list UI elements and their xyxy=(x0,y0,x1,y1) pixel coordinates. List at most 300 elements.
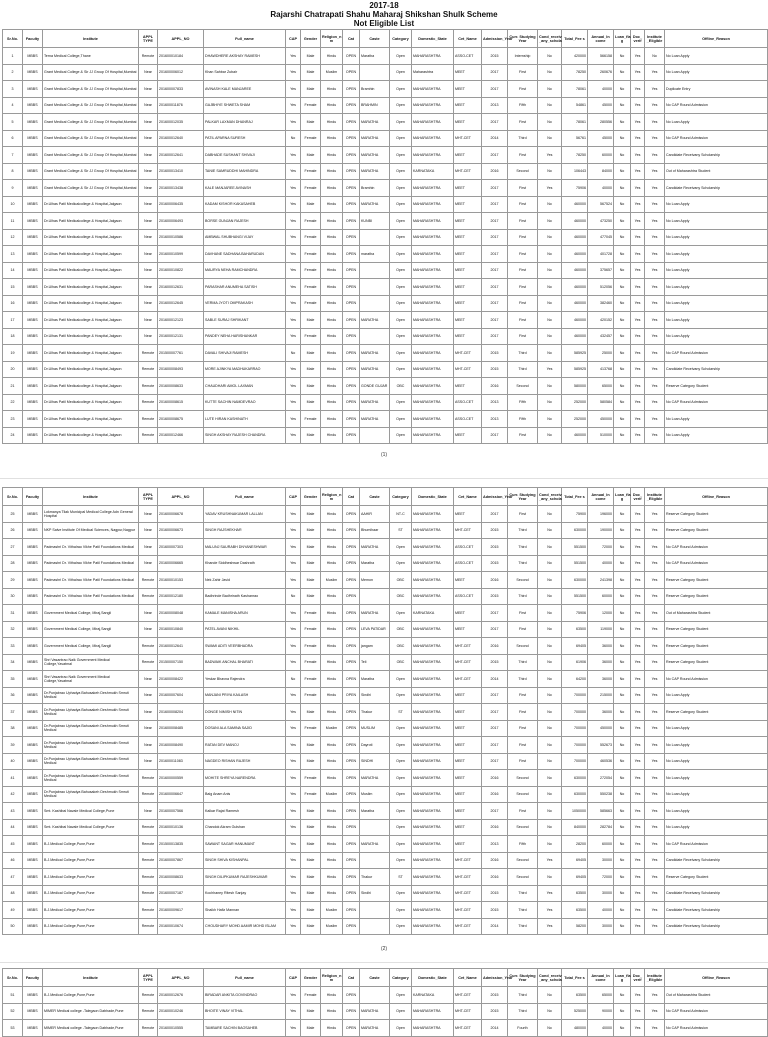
table-cell: 36000 xyxy=(588,638,614,655)
table-cell: Female xyxy=(301,687,321,704)
table-cell: No Loan Apply xyxy=(665,213,768,230)
column-header: Admission_Year xyxy=(482,488,508,506)
table-cell: 23 xyxy=(3,411,23,428)
table-cell: OPEN xyxy=(343,522,360,539)
table-cell: GAJBHIYE SHWETA SHAM xyxy=(204,97,286,114)
table-cell: Padmashri Dr. Vithalrao Vikhe Patil Foundations Medical xyxy=(43,588,139,605)
table-cell: 2017 xyxy=(482,295,508,312)
table-cell: 201600008048 xyxy=(158,605,204,622)
table-cell: First xyxy=(508,312,538,329)
table-cell: Yes xyxy=(645,902,665,919)
table-cell: Candidate Receivany Scholarship xyxy=(665,180,768,197)
table-cell: Yes xyxy=(286,394,301,411)
table-cell: OPEN xyxy=(343,378,360,395)
column-header: Gender xyxy=(301,969,321,987)
column-header: Total_Fee s xyxy=(562,488,588,506)
table-cell: MBBS xyxy=(23,588,43,605)
table-cell: Open xyxy=(390,130,412,147)
table-cell: Open xyxy=(390,427,412,444)
table-cell: Yes xyxy=(286,196,301,213)
table-row xyxy=(3,803,768,820)
table-cell: 30000 xyxy=(588,852,614,869)
table-cell: OBC xyxy=(390,378,412,395)
table-cell: Fourth xyxy=(508,1020,538,1037)
table-cell: 580000 xyxy=(562,378,588,395)
table-cell: 90000 xyxy=(588,1003,614,1020)
eligibility-table-page-1 xyxy=(2,29,768,444)
column-header: Institute xyxy=(43,488,139,506)
table-cell: 201600010184 xyxy=(158,48,204,65)
table-cell: Yes xyxy=(631,555,645,572)
table-cell: Remote xyxy=(139,1020,158,1037)
table-cell: No xyxy=(614,687,631,704)
table-cell: MAHARASHTRA xyxy=(412,885,454,902)
table-cell: 47 xyxy=(3,869,23,886)
table-cell: MBBS xyxy=(23,885,43,902)
table-row xyxy=(3,605,768,622)
table-cell: Hindu xyxy=(321,394,343,411)
table-cell: OPEN xyxy=(343,97,360,114)
table-cell: BADWAIK ANCHAL BHARATI xyxy=(204,654,286,671)
table-cell: No Loan Apply xyxy=(665,720,768,737)
table-cell: Female xyxy=(301,638,321,655)
table-cell: 16 xyxy=(3,295,23,312)
table-cell: SABLE SURAJ SHRIKANT xyxy=(204,312,286,329)
table-cell: 2015 xyxy=(482,361,508,378)
table-cell: Open xyxy=(390,279,412,296)
table-cell: Yes xyxy=(538,852,562,869)
table-cell: Yes xyxy=(286,869,301,886)
table-cell: MBBS xyxy=(23,737,43,754)
table-cell: Second xyxy=(508,786,538,803)
table-cell: 40 xyxy=(3,753,23,770)
table-cell: Grant Medical College & Sir JJ Group Of Hospital,Mumbai xyxy=(43,180,139,197)
table-cell: No Loan Apply xyxy=(665,279,768,296)
table-cell: Maratha xyxy=(360,555,390,572)
table-row xyxy=(3,279,768,296)
table-cell: Male xyxy=(301,704,321,721)
table-cell: Remote xyxy=(139,588,158,605)
table-cell: MAHARASHTRA xyxy=(412,1003,454,1020)
table-cell: MBBS xyxy=(23,163,43,180)
table-cell: Near xyxy=(139,262,158,279)
table-cell: MBBS xyxy=(23,918,43,935)
table-cell: OPEN xyxy=(343,246,360,263)
table-cell: MBBS xyxy=(23,147,43,164)
table-cell: Muslim xyxy=(360,786,390,803)
column-header: Religion_n m xyxy=(321,488,343,506)
table-cell: OPEN xyxy=(343,506,360,523)
column-header: Total_Fee s xyxy=(562,969,588,987)
table-cell: No Loan Apply xyxy=(665,64,768,81)
table-cell: Near xyxy=(139,295,158,312)
table-cell: Yes xyxy=(286,295,301,312)
table-cell: 12000 xyxy=(588,605,614,622)
table-cell: OPEN xyxy=(343,869,360,886)
table-cell: No xyxy=(538,394,562,411)
table-cell: Yes xyxy=(645,328,665,345)
table-cell: Muslim xyxy=(321,64,343,81)
column-header: Faculty xyxy=(23,969,43,987)
table-cell: Remote xyxy=(139,836,158,853)
table-cell: Female xyxy=(301,229,321,246)
table-cell: Fifth xyxy=(508,394,538,411)
table-cell: MBBS xyxy=(23,114,43,131)
table-cell: 25000 xyxy=(588,345,614,362)
table-cell: 43 xyxy=(3,803,23,820)
table-cell: 420152 xyxy=(588,312,614,329)
table-cell: Out of Maharashtra Student xyxy=(665,987,768,1004)
table-cell: Open xyxy=(390,720,412,737)
table-cell: MAHARASHTRA xyxy=(412,213,454,230)
table-cell: MAHARASHTRA xyxy=(412,819,454,836)
table-cell: MBBS xyxy=(23,539,43,556)
table-cell: 2017 xyxy=(482,621,508,638)
column-header: Cat xyxy=(343,30,360,48)
column-header: Loan_fla g xyxy=(614,488,631,506)
table-cell: DOSANI ALA SAMINA SAJID xyxy=(204,720,286,737)
table-cell: Hindu xyxy=(321,987,343,1004)
table-cell: Remote xyxy=(139,885,158,902)
table-cell: 2017 xyxy=(482,279,508,296)
table-cell: SINDHI xyxy=(360,753,390,770)
table-cell: 2015 xyxy=(482,48,508,65)
table-cell: Hindu xyxy=(321,378,343,395)
page-number: (2) xyxy=(380,946,388,952)
table-cell: Male xyxy=(301,147,321,164)
table-cell: Yes xyxy=(631,229,645,246)
table-row xyxy=(3,81,768,98)
table-cell: OPEN xyxy=(343,114,360,131)
table-row xyxy=(3,654,768,671)
table-cell: Fifth xyxy=(508,97,538,114)
table-cell: Yes xyxy=(645,654,665,671)
table-cell: First xyxy=(508,262,538,279)
table-cell: Nek Zahir Javid xyxy=(204,572,286,589)
table-row xyxy=(3,506,768,523)
table-cell: Remote xyxy=(139,411,158,428)
table-cell: 2 xyxy=(3,64,23,81)
table-cell: 40000 xyxy=(588,1020,614,1037)
table-cell: 63500 xyxy=(562,621,588,638)
table-cell: MEET xyxy=(454,114,482,131)
table-cell: 22 xyxy=(3,394,23,411)
table-cell: OPEN xyxy=(343,427,360,444)
table-cell: Near xyxy=(139,180,158,197)
column-header: Cat xyxy=(343,969,360,987)
table-cell: OPEN xyxy=(343,671,360,688)
table-cell: Padmashri Dr. Vithalrao Vikhe Patil Foundations Medical xyxy=(43,539,139,556)
table-cell: OPEN xyxy=(343,394,360,411)
table-cell: Open xyxy=(390,345,412,362)
table-cell: No xyxy=(614,987,631,1004)
table-cell: MAHARASHTRA xyxy=(412,506,454,523)
table-cell: MEET xyxy=(454,621,482,638)
table-cell: Yes xyxy=(645,987,665,1004)
table-cell: 2015 xyxy=(482,539,508,556)
table-cell: 700000 xyxy=(562,737,588,754)
table-cell: Dr.Ulhas Patil Medicalcollege & Hospital,Jalgaon xyxy=(43,229,139,246)
table-cell: Male xyxy=(301,81,321,98)
table-cell: 630000 xyxy=(562,786,588,803)
table-cell: MBBS xyxy=(23,229,43,246)
table-cell: Yes xyxy=(631,312,645,329)
table-cell: Remote xyxy=(139,869,158,886)
table-cell: Yes xyxy=(645,81,665,98)
table-cell: No Loan Apply xyxy=(665,786,768,803)
table-cell: CHAUDHARI AMOL LAXMAN xyxy=(204,378,286,395)
table-cell: OPEN xyxy=(343,588,360,605)
table-cell: 700000 xyxy=(562,704,588,721)
table-cell: MAHARASHTRA xyxy=(412,770,454,787)
table-cell: MHT-CET xyxy=(454,163,482,180)
table-cell: Open xyxy=(390,852,412,869)
table-cell: No xyxy=(538,279,562,296)
table-cell: 580584 xyxy=(588,394,614,411)
table-cell: 28200 xyxy=(562,836,588,853)
column-header: Institute _Eligible xyxy=(645,969,665,987)
table-cell: OPEN xyxy=(343,753,360,770)
table-cell: Yes xyxy=(631,786,645,803)
table-cell: No xyxy=(538,687,562,704)
table-cell: No xyxy=(286,588,301,605)
table-cell: PARASHAR ANUMEHA SATISH xyxy=(204,279,286,296)
table-cell: No xyxy=(538,638,562,655)
table-cell: First xyxy=(508,81,538,98)
table-cell: First xyxy=(508,621,538,638)
column-header: Doc_ verif xyxy=(631,488,645,506)
table-cell: Hindu xyxy=(321,163,343,180)
table-cell: Yes xyxy=(645,704,665,721)
table-cell: First xyxy=(508,427,538,444)
table-cell: KARNATAKA xyxy=(412,605,454,622)
table-cell: OPEN xyxy=(343,312,360,329)
table-cell: 566158 xyxy=(588,48,614,65)
table-cell: OPEN xyxy=(343,81,360,98)
table-cell: OPEN xyxy=(343,687,360,704)
table-cell: 477045 xyxy=(588,229,614,246)
table-cell: Hindu xyxy=(321,130,343,147)
table-cell: 63500 xyxy=(562,885,588,902)
table-cell: 13 xyxy=(3,246,23,263)
table-cell: Male xyxy=(301,803,321,820)
table-cell: Hindu xyxy=(321,312,343,329)
table-cell: 201600000559 xyxy=(158,770,204,787)
table-cell xyxy=(360,987,390,1004)
table-cell: Third xyxy=(508,671,538,688)
table-cell: Government Medical College, Miraj,Sangli xyxy=(43,638,139,655)
column-header: Curr. Studying Year xyxy=(508,969,538,987)
table-cell: MEET xyxy=(454,246,482,263)
table-cell: MEET xyxy=(454,64,482,81)
table-cell: Yes xyxy=(631,770,645,787)
table-cell: Yes xyxy=(286,229,301,246)
table-cell: OPEN xyxy=(343,902,360,919)
table-cell: Male xyxy=(301,506,321,523)
table-cell: Hindu xyxy=(321,621,343,638)
table-cell: No xyxy=(614,427,631,444)
table-cell: No xyxy=(614,737,631,754)
table-cell: OPEN xyxy=(343,918,360,935)
table-cell: Reserve Category Student xyxy=(665,654,768,671)
table-cell: Hindu xyxy=(321,704,343,721)
table-cell: Near xyxy=(139,229,158,246)
table-cell: Grant Medical College & Sir JJ Group Of Hospital,Mumbai xyxy=(43,64,139,81)
table-cell: 201600007566 xyxy=(158,803,204,820)
table-cell: ST xyxy=(390,869,412,886)
table-cell: MBBS xyxy=(23,869,43,886)
table-row xyxy=(3,555,768,572)
table-cell: Maharashtra xyxy=(412,64,454,81)
table-cell: MARATHA xyxy=(360,361,390,378)
table-cell: Hindu xyxy=(321,328,343,345)
table-cell: Grant Medical College & Sir JJ Group Of Hospital,Mumbai xyxy=(43,114,139,131)
table-cell: Yes xyxy=(645,555,665,572)
table-cell: KAMALE MANISHA ARUN xyxy=(204,605,286,622)
table-cell: Kochhaney Ritesh Sanjay xyxy=(204,885,286,902)
table-cell: Female xyxy=(301,621,321,638)
table-cell: No xyxy=(538,1003,562,1020)
table-cell: Dr.Ulhas Patil Medicalcollege & Hospital,Jalgaon xyxy=(43,361,139,378)
table-cell: OPEN xyxy=(343,130,360,147)
table-cell: MBBS xyxy=(23,621,43,638)
table-cell: No xyxy=(538,506,562,523)
table-cell: MAHARASHTRA xyxy=(412,427,454,444)
table-cell: Yes xyxy=(286,555,301,572)
table-cell: Yes xyxy=(286,48,301,65)
table-cell: Open xyxy=(390,114,412,131)
table-cell: 2017 xyxy=(482,427,508,444)
table-cell: Yes xyxy=(645,130,665,147)
table-cell xyxy=(360,279,390,296)
table-cell: MBBS xyxy=(23,48,43,65)
table-cell: No xyxy=(614,885,631,902)
page-separator xyxy=(0,478,768,479)
table-cell: Remote xyxy=(139,786,158,803)
table-cell: Near xyxy=(139,621,158,638)
table-cell: MBBS xyxy=(23,213,43,230)
table-cell: MBBS xyxy=(23,770,43,787)
table-cell: 18 xyxy=(3,328,23,345)
table-cell: Hindu xyxy=(321,753,343,770)
column-header: Offline_Reason xyxy=(665,30,768,48)
table-cell: Open xyxy=(390,539,412,556)
table-cell: Near xyxy=(139,97,158,114)
table-cell: Yes xyxy=(645,621,665,638)
table-cell: CHOUDHARY MOHD AAMIR MOHD ISLAM xyxy=(204,918,286,935)
table-cell: 630000 xyxy=(562,770,588,787)
table-cell: Dr.Punjabrao Uphadya Bahusakeh Deshmukh Smruti Medical xyxy=(43,720,139,737)
table-cell: 84000 xyxy=(588,163,614,180)
table-cell: MEET xyxy=(454,836,482,853)
table-cell: MARATHA xyxy=(360,163,390,180)
table-cell: 201600010246 xyxy=(158,1003,204,1020)
table-cell: No xyxy=(538,654,562,671)
table-cell: Yes xyxy=(645,394,665,411)
table-cell: Male xyxy=(301,539,321,556)
table-cell: No xyxy=(538,753,562,770)
table-row xyxy=(3,213,768,230)
table-cell: 201600012676 xyxy=(158,987,204,1004)
table-cell: Dr.Punjabrao Uphadya Bahusakeh Deshmukh Smruti Medical xyxy=(43,737,139,754)
table-cell: No xyxy=(538,770,562,787)
table-cell: 36000 xyxy=(588,704,614,721)
table-cell: Teli xyxy=(360,654,390,671)
table-cell: Yes xyxy=(645,411,665,428)
table-cell: OPEN xyxy=(343,279,360,296)
column-header: Annual_In come xyxy=(588,969,614,987)
table-cell: MAHARASHTRA xyxy=(412,295,454,312)
table-cell: Dr.Ulhas Patil Medicalcollege & Hospital,Jalgaon xyxy=(43,196,139,213)
table-cell: 27 xyxy=(3,539,23,556)
table-cell: Bramhin xyxy=(360,81,390,98)
table-cell: Open xyxy=(390,819,412,836)
column-header: Cond_receiv _any_schola xyxy=(538,488,562,506)
table-cell: MAHARASHTRA xyxy=(412,279,454,296)
table-cell: OPEN xyxy=(343,328,360,345)
table-cell: No xyxy=(614,229,631,246)
table-row xyxy=(3,64,768,81)
table-cell: 201600006435 xyxy=(158,196,204,213)
table-cell: OPEN xyxy=(343,803,360,820)
table-cell: MAURYA NEHA RAMCHANDRA xyxy=(204,262,286,279)
column-header: Gender xyxy=(301,488,321,506)
table-cell: Hindu xyxy=(321,361,343,378)
table-cell: No xyxy=(538,81,562,98)
table-cell: Female xyxy=(301,720,321,737)
table-cell: 12 xyxy=(3,229,23,246)
table-cell: GONDE GUJAR xyxy=(360,378,390,395)
table-cell: 512056 xyxy=(588,279,614,296)
table-cell: MBBS xyxy=(23,262,43,279)
table-cell: No xyxy=(538,836,562,853)
table-cell: MEET xyxy=(454,213,482,230)
column-header: CAP xyxy=(286,30,301,48)
table-cell: No xyxy=(614,196,631,213)
table-cell: MBBS xyxy=(23,345,43,362)
table-cell: No Loan Apply xyxy=(665,770,768,787)
table-cell: OPEN xyxy=(343,147,360,164)
table-cell: Terna Medical College,Thane xyxy=(43,48,139,65)
table-cell: BORSE GUNJAN RAJESH xyxy=(204,213,286,230)
table-cell: No xyxy=(538,737,562,754)
table-cell: 460000 xyxy=(562,295,588,312)
table-cell: MAHARASHTRA xyxy=(412,836,454,853)
table-cell: 460000 xyxy=(562,328,588,345)
table-cell: 36 xyxy=(3,687,23,704)
table-cell: Yes xyxy=(631,345,645,362)
table-cell: 585663 xyxy=(588,803,614,820)
table-cell: Yes xyxy=(286,786,301,803)
table-cell: Dr.Ulhas Patil Medicalcollege & Hospital,Jalgaon xyxy=(43,295,139,312)
table-cell: Male xyxy=(301,555,321,572)
table-cell: Hindu xyxy=(321,671,343,688)
table-cell: MEET xyxy=(454,819,482,836)
table-row xyxy=(3,671,768,688)
table-cell: Dr.Ulhas Patil Medicalcollege & Hospital,Jalgaon xyxy=(43,312,139,329)
column-header: Gender xyxy=(301,30,321,48)
table-cell: Yes xyxy=(645,345,665,362)
title-year: 2017-18 xyxy=(369,1,399,10)
table-cell: MBBS xyxy=(23,196,43,213)
table-cell: 551500 xyxy=(562,555,588,572)
table-cell: 2017 xyxy=(482,229,508,246)
table-cell: Reserve Category Student xyxy=(665,522,768,539)
table-cell: Fifth xyxy=(508,411,538,428)
table-cell: Remote xyxy=(139,394,158,411)
table-cell: MEET xyxy=(454,279,482,296)
table-cell: Yes xyxy=(286,213,301,230)
